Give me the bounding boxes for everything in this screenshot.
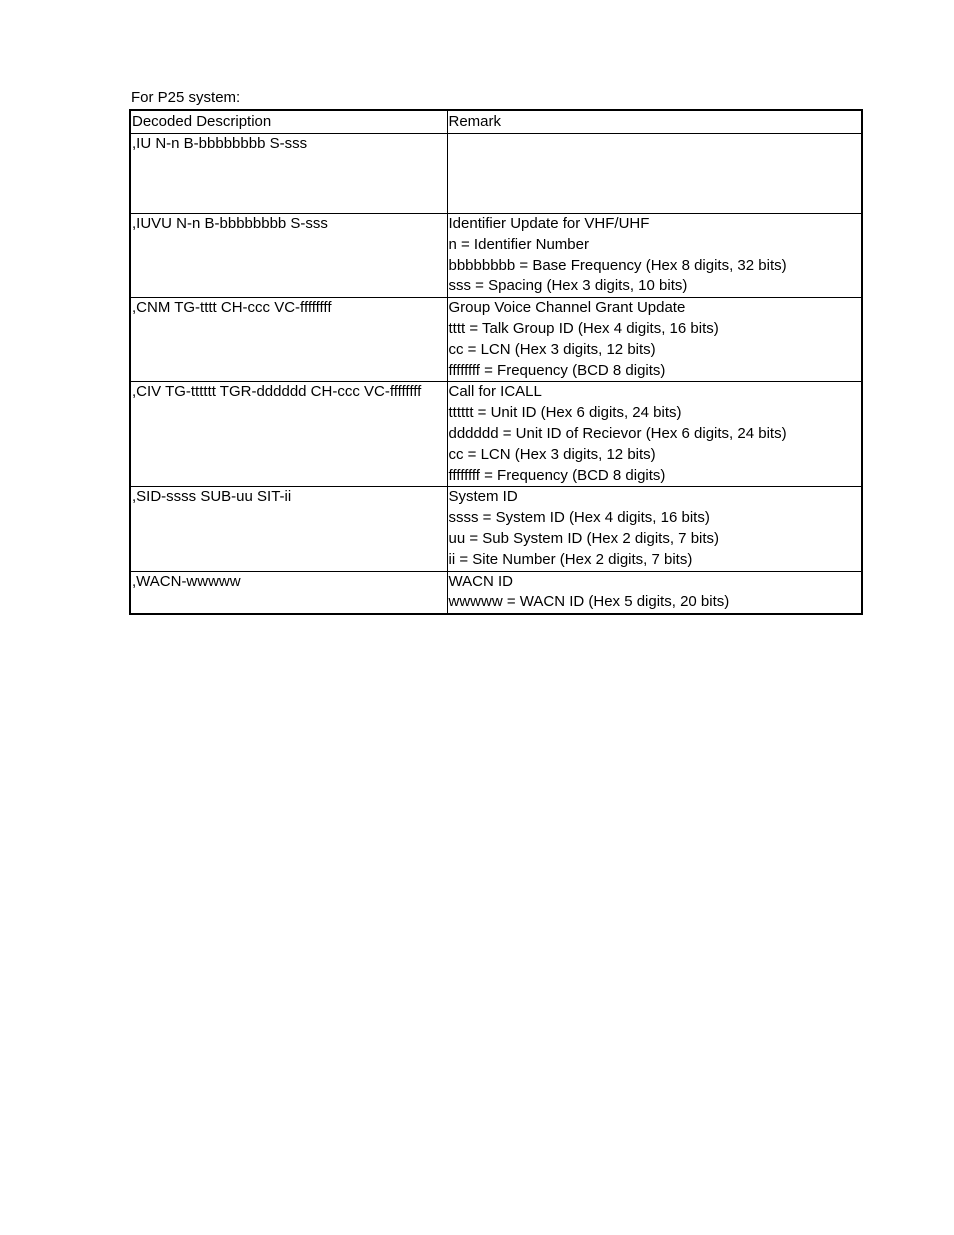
table-body [130,134,862,615]
table-row [130,214,862,298]
description-cell: ,WACN-wwwww [130,571,447,614]
table-caption: For P25 system: [131,89,241,106]
remark-line: n = Identifier Number [448,235,589,253]
remark-line: ssss = System ID (Hex 4 digits, 16 bits) [448,509,710,527]
remark-cell [447,134,862,214]
remark-line: cc = LCN (Hex 3 digits, 12 bits) [448,445,656,463]
table-header-row [130,110,862,134]
column-header-remark: Remark [447,110,862,134]
remark-line: tttt = Talk Group ID (Hex 4 digits, 16 bits) [448,319,719,337]
remark-cell [447,571,862,614]
remark-line: sss = Spacing (Hex 3 digits, 10 bits) [448,277,688,295]
remark-cell [447,298,862,382]
table-row [130,487,862,571]
remark-line: ffffffff = Frequency (BCD 8 digits) [448,466,666,484]
description-cell: ,CIV TG-tttttt TGR-dddddd CH-ccc VC-ffffffff [130,382,447,487]
remark-line: dddddd = Unit ID of Recievor (Hex 6 digits, 24 bits) [448,424,787,442]
remark-line: Group Voice Channel Grant Update [448,299,686,317]
table-row [130,571,862,614]
table-row [130,134,862,214]
table-row [130,382,862,487]
remark-line: cc = LCN (Hex 3 digits, 12 bits) [448,340,656,358]
remark-cell [447,382,862,487]
remark-line: uu = Sub System ID (Hex 2 digits, 7 bits) [448,529,720,547]
description-cell: ,IU N-n B-bbbbbbbb S-sss [130,134,447,214]
remark-line: tttttt = Unit ID (Hex 6 digits, 24 bits) [448,404,682,422]
p25-decode-table [129,109,863,615]
remark-line: wwwww = WACN ID (Hex 5 digits, 20 bits) [448,593,730,611]
column-header-description: Decoded Description [130,110,447,134]
remark-line: Identifier Update for VHF/UHF [448,215,650,232]
description-cell: ,CNM TG-tttt CH-ccc VC-ffffffff [130,298,447,382]
remark-cell [447,214,862,298]
remark-line: System ID [448,488,518,506]
table-row [130,298,862,382]
remark-line: ffffffff = Frequency (BCD 8 digits) [448,361,666,379]
description-cell: ,SID-ssss SUB-uu SIT-ii [130,487,447,571]
remark-line: ii = Site Number (Hex 2 digits, 7 bits) [448,550,693,568]
remark-line: Call for ICALL [448,383,542,401]
remark-line: WACN ID [448,572,513,590]
remark-line: bbbbbbbb = Base Frequency (Hex 8 digits, 32 bits) [448,256,787,274]
remark-cell [447,487,862,571]
description-cell: ,IUVU N-n B-bbbbbbbb S-sss [130,214,447,298]
